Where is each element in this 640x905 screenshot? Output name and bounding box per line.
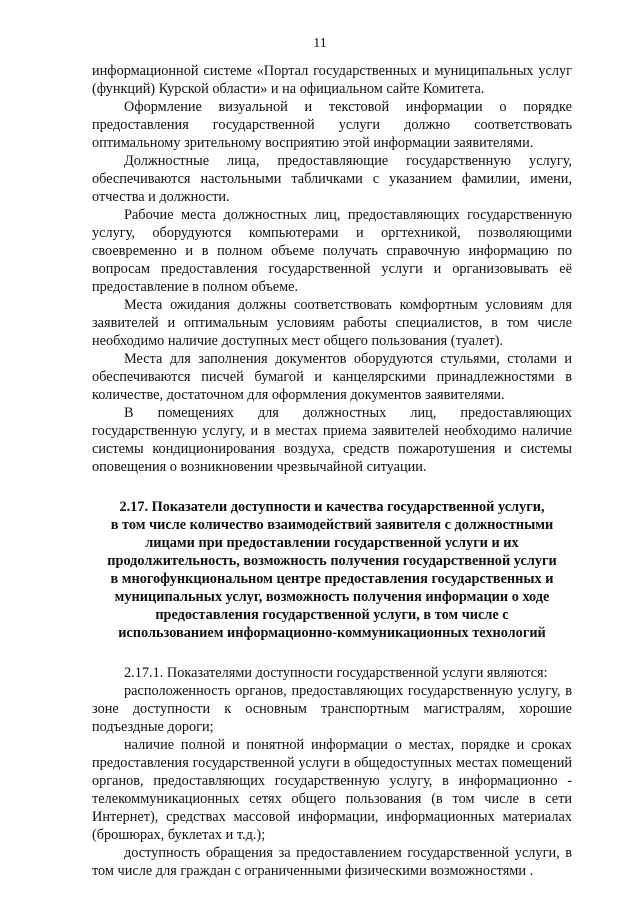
section-heading-line: лицами при предоставлении государственной услуги и их [145, 535, 519, 551]
section-heading-line: в том числе количество взаимодействий заявителя с должностными [110, 517, 554, 533]
paragraph: наличие полной и понятной информации о местах, порядке и сроках предоставления государственной услуги в общедоступных местах помещений органов, предоставляющих государственную услугу, в информационно - телекоммуникационных сетях общего пользования (в том числе в сети Интернет), средствах массовой информации, информационных материалах (брошюрах, буклетах и т.д.); [92, 737, 572, 843]
paragraph: Оформление визуальной и текстовой информации о порядке предоставления государственной услуги должно соответствовать оптимальному зрительному восприятию этой информации заявителями. [92, 99, 572, 151]
section-heading-line: 2.17. Показатели доступности и качества государственной услуги, [119, 499, 545, 515]
section-heading-line: в многофункциональном центре предоставления государственных и [110, 571, 554, 587]
section-heading [92, 498, 572, 642]
paragraph: доступность обращения за предоставлением государственной услуги, в том числе для граждан с ограниченными физическими возможностями . [92, 845, 572, 879]
paragraph: Места ожидания должны соответствовать комфортным условиям для заявителей и оптимальным условиям работы специалистов, в том числе необходимо наличие доступных мест общего пользования (туалет). [92, 297, 572, 349]
section-heading-line: продолжительность, возможность получения государственной услуги [107, 553, 557, 569]
paragraph: Должностные лица, предоставляющие государственную услугу, обеспечиваются настольными табличками с указанием фамилии, имени, отчества и должности. [92, 153, 572, 205]
page-number: 11 [313, 36, 327, 51]
paragraph: Рабочие места должностных лиц, предоставляющих государственную услугу, оборудуются компьютерами и оргтехникой, позволяющими своевременно и в полном объеме получать справочную информацию по вопросам предоставления государственной услуги и организовывать её предоставление в полном объеме. [92, 207, 572, 295]
paragraph: информационной системе «Портал государственных и муниципальных услуг (функций) Курской области» и на официальном сайте Комитета. [92, 63, 572, 97]
document-body [92, 62, 572, 880]
section-heading-line: использованием информационно-коммуникационных технологий [118, 625, 546, 641]
paragraph: В помещениях для должностных лиц, предоставляющих государственную услугу, и в местах приема заявителей необходимо наличие системы кондиционирования воздуха, средств пожаротушения и системы оповещения о возникновении чрезвычайной ситуации. [92, 405, 572, 475]
paragraph: расположенность органов, предоставляющих государственную услугу, в зоне доступности к основным транспортным магистралям, хорошие подъездные дороги; [92, 683, 572, 735]
section-heading-line: муниципальных услуг, возможность получения информации о ходе [114, 589, 550, 605]
paragraph: Места для заполнения документов оборудуются стульями, столами и обеспечиваются писчей бумагой и канцелярскими принадлежностями в количестве, достаточном для оформления документов заявителями. [92, 351, 572, 403]
section-heading-line: предоставления государственной услуги, в том числе с [155, 607, 509, 623]
paragraph: 2.17.1. Показателями доступности государственной услуги являются: [124, 665, 548, 681]
